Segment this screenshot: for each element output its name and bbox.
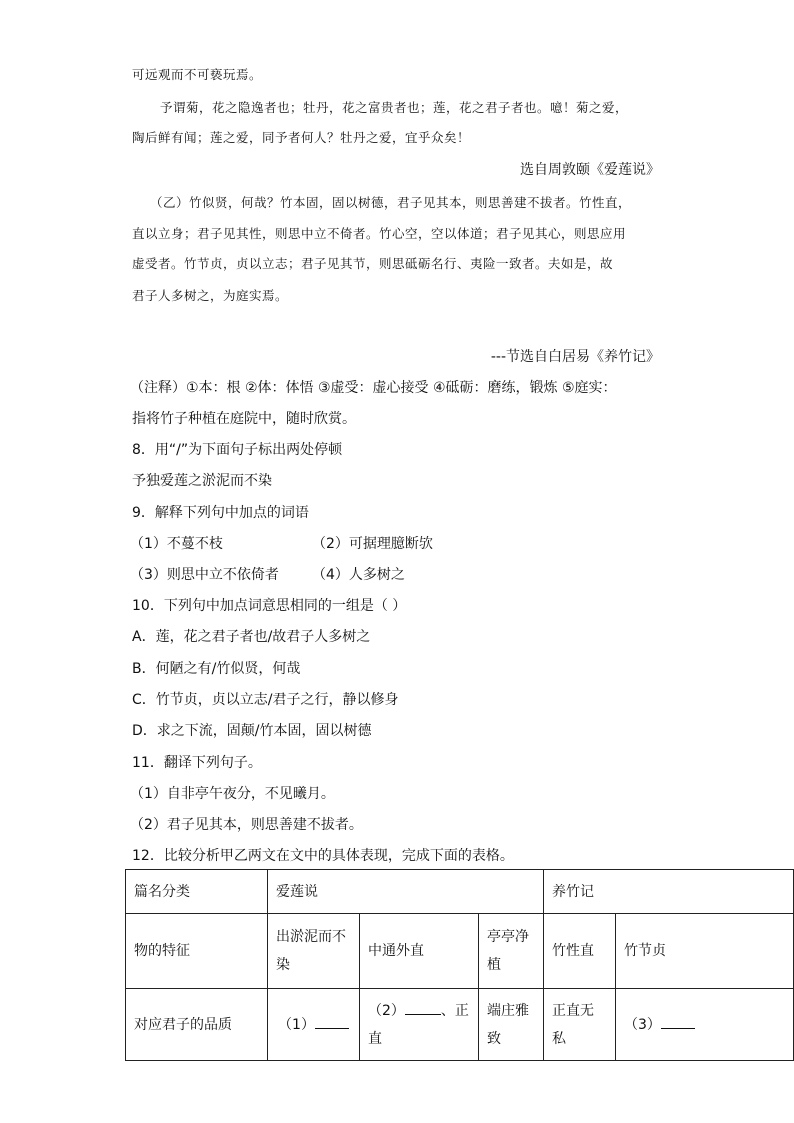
question-8-sentence: 予独爱莲之淤泥而不染 <box>132 473 272 489</box>
table-cell-quality-1[interactable] <box>268 989 360 1061</box>
notes-line-2: 指将竹子种植在庭院中，随时欣赏。 <box>132 411 356 427</box>
table-cell-feature-1: 出淤泥而不染 <box>268 914 360 989</box>
comparison-table <box>125 869 794 1061</box>
question-10-option-a: A．莲，花之君子者也/故君子人多树之 <box>132 629 371 645</box>
passage-b-line-2: 直以立身；君子见其性，则思中立不倚者。竹心空，空以体道；君子见其心，则思应用 <box>132 226 627 241</box>
blank-label-1: （1） <box>278 1016 315 1033</box>
blank-label-2: （2） <box>368 1002 405 1019</box>
table-cell-header-category: 篇名分类 <box>126 870 268 914</box>
passage-a-line-1: 可远观而不可亵玩焉。 <box>132 67 263 82</box>
answer-blank-3[interactable] <box>661 1014 695 1029</box>
question-9-item-1: （1）不蔓不枝 <box>130 536 223 552</box>
passage-b-line-4: 君子人多树之，为庭实焉。 <box>132 288 289 303</box>
table-row <box>126 914 794 989</box>
question-10-option-b: B．何陋之有/竹似贤，何哉 <box>132 661 301 677</box>
table-cell-quality-3: 端庄雅致 <box>479 989 544 1061</box>
question-10-option-c: C．竹节贞，贞以立志/君子之行，静以修身 <box>132 692 399 708</box>
question-9-stem: 9．解释下列句中加点的词语 <box>132 505 309 521</box>
table-cell-quality-2[interactable] <box>360 989 479 1061</box>
question-9-item-4: （4）人多树之 <box>312 567 405 583</box>
table-cell-quality-5[interactable] <box>616 989 794 1061</box>
passage-b-line-3: 虚受者。竹节贞，贞以立志；君子见其节，则思砥砺名行、夷险一致者。夫如是，故 <box>132 256 614 271</box>
table-cell-quality-4: 正直无私 <box>544 989 616 1061</box>
table-row <box>126 870 794 914</box>
table-cell-header-ailianshuo: 爱莲说 <box>268 870 544 914</box>
blank-label-3: （3） <box>624 1016 661 1033</box>
answer-blank-2[interactable] <box>405 1000 441 1015</box>
passage-b-source: ---节选自白居易《养竹记》 <box>490 349 660 365</box>
question-9-item-3: （3）则思中立不依倚者 <box>130 567 279 583</box>
answer-blank-1[interactable] <box>315 1014 349 1029</box>
question-9-item-2: （2）可据理臆断欤 <box>312 536 433 552</box>
question-11-stem: 11．翻译下列句子。 <box>132 755 262 771</box>
table-row <box>126 989 794 1061</box>
passage-b-line-1: （乙）竹似贤，何哉？竹本固，固以树德，君子见其本，则思善建不拔者。竹性直， <box>150 195 632 210</box>
question-10-stem: 10．下列句中加点词意思相同的一组是（ ） <box>132 598 407 614</box>
passage-a-line-3: 陶后鲜有闻；莲之爱，同予者何人？牡丹之爱，宜乎众矣！ <box>132 130 471 145</box>
table-cell-feature-4: 竹性直 <box>544 914 616 989</box>
table-cell-feature-2: 中通外直 <box>360 914 479 989</box>
table-cell-feature-5: 竹节贞 <box>616 914 794 989</box>
question-10-option-d: D．求之下流，固颠/竹本固，固以树德 <box>132 723 372 739</box>
question-12-stem: 12．比较分析甲乙两文在文中的具体表现，完成下面的表格。 <box>132 848 514 864</box>
table-cell-feature-label: 物的特征 <box>126 914 268 989</box>
question-11-item-2: （2）君子见其本，则思善建不拔者。 <box>130 817 363 833</box>
passage-a-source: 选自周敦颐《爱莲说》 <box>520 162 660 178</box>
notes-line-1: （注释）①本：根 ②体：体悟 ③虚受：虚心接受 ④砥砺：磨练，锻炼 ⑤庭实： <box>130 380 617 396</box>
blank-suffix-2: 、正直 <box>368 1002 469 1047</box>
question-8-stem: 8．用“/”为下面句子标出两处停顿 <box>132 442 343 458</box>
passage-a-line-2: 予谓菊，花之隐逸者也；牡丹，花之富贵者也；莲，花之君子者也。噫！菊之爱， <box>160 100 629 115</box>
question-11-item-1: （1）自非亭午夜分，不见曦月。 <box>130 786 335 802</box>
table-cell-quality-label: 对应君子的品质 <box>126 989 268 1061</box>
table-cell-header-yangzhuji: 养竹记 <box>544 870 794 914</box>
table-cell-feature-3: 亭亭净植 <box>479 914 544 989</box>
